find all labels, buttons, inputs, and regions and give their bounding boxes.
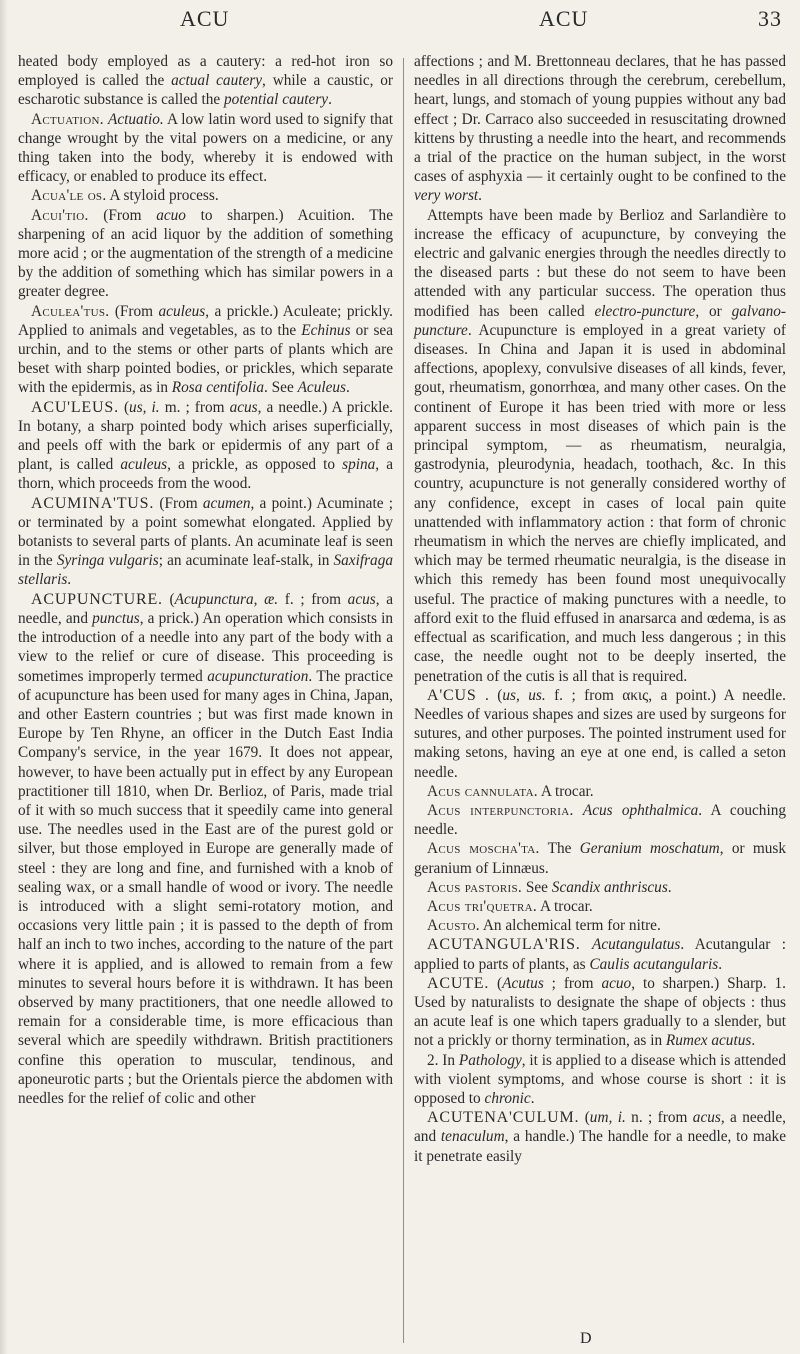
- text-run: n. ; from: [625, 1109, 693, 1127]
- text-run: , a needle.) A prickle. In botany, a sharp pointed body which arises superficially, and peels off with the bark or epidermis of any part of a plant, is called: [18, 398, 393, 474]
- text-run: to sharpen.) Acuition. The sharpening of an acid liquor by the addition of something more acid ; or the augmentation of the strength of a medicine by the addition of something which has similar powers in a greater degree.: [18, 206, 393, 301]
- italic-run: Aculeus: [297, 379, 346, 397]
- italic-run: Scandix anthriscus: [551, 878, 668, 896]
- text-run: (From: [109, 302, 159, 320]
- italic-run: Rosa centifolia: [171, 379, 264, 397]
- text-run: .: [328, 91, 332, 109]
- text-run: 2. In: [427, 1051, 459, 1069]
- entry-paragraph: [18, 52, 393, 110]
- text-run: .: [718, 955, 723, 973]
- italic-run: aculeus: [158, 302, 206, 320]
- headword: Aculea'tus.: [31, 302, 110, 320]
- entry-paragraph: [18, 110, 393, 187]
- italic-run: Acupunctura, æ.: [174, 590, 279, 608]
- italic-run: Caulis acutangularis: [589, 955, 719, 973]
- entry-paragraph: [18, 206, 393, 302]
- text-run: heated body employed as a cautery: a red-hot iron so employed is called the: [18, 53, 393, 90]
- text-run: .: [346, 379, 350, 397]
- italic-run: very worst: [414, 187, 479, 205]
- text-run: [574, 802, 583, 819]
- italic-run: Saxifraga stellaris: [18, 552, 393, 589]
- italic-run: acuo: [601, 974, 632, 992]
- italic-run: Acus ophthalmica: [582, 801, 699, 819]
- text-run: , a thorn, which proceeds from the wood.: [18, 456, 393, 493]
- text-run: ; from: [543, 974, 602, 992]
- italic-run: Acutangulatus: [592, 936, 681, 954]
- entry-paragraph: [18, 494, 393, 590]
- text-run: (: [579, 1109, 590, 1127]
- entry-paragraph: [414, 878, 786, 897]
- italic-run: tenaculum: [440, 1128, 505, 1146]
- italic-run: Geranium moschatum: [579, 840, 720, 858]
- headword: Acus tri'quetra.: [427, 897, 537, 915]
- headword: Acus pastoris.: [427, 878, 523, 896]
- italic-run: um, i.: [589, 1109, 626, 1127]
- text-run: , it is applied to a disease which is attended with violent symptoms, and whose course is short : it is opposed to: [414, 1051, 786, 1107]
- text-run: . Acupuncture is employed in a great variety of diseases. In China and Japan it is used in abdominal affections, apoplexy, convulsive diseases of all kinds, fever, gout, rheumatism, gonorrhœa, and many other cases. On the continent of Europe it has been tried with more or less apparent success in most diseases of which pain is the principal symptom, — as rheumatism, neuralgia, gastrodynia, pleurodynia, headach, toothach, &c. In this country, acupuncture is not generally considered worthy of any confidence, except in cases of local pain quite unattended with inflammatory action : that form of chronic rheumatism in which the nerves are chiefly implicated, and which may be termed rheumatic neuralgia, is the disease in which this remedy has been found most unequivocally useful. The practice of making punctures with a needle, to afford exit to the fluid effused in anarsarca and œdema, is as effectual as scarification, and much less dangerous ; in this case, the needle ought not to be deeply inserted, the penetration of the cutis is all that is required.: [414, 321, 786, 685]
- italic-run: Syringa vulgaris: [56, 552, 159, 570]
- text-run: .: [530, 1089, 535, 1107]
- italic-run: actual cautery: [171, 72, 263, 90]
- text-run: A styloid process.: [106, 187, 219, 205]
- text-run: , to sharpen.) Sharp. 1. Used by naturalists to designate the shape of objects : thus an acute leaf is one which tapers gradually to a slender, but not a prickly or thorny termination, as in: [414, 974, 787, 1050]
- entry-paragraph: [414, 839, 786, 877]
- entry-paragraph: [414, 1108, 786, 1166]
- text-run: (: [162, 590, 175, 608]
- italic-run: punctus: [92, 609, 140, 627]
- text-run: (: [489, 974, 503, 992]
- entry-paragraph: [414, 782, 786, 801]
- text-run: , a point.) Acuminate ; or terminated by a point somewhat elongated. Applied by botanists to several parts of plants. An acuminate leaf is seen in the: [18, 494, 393, 570]
- text-run: affections ; and M. Brettonneau declares, that he has passed needles in all directions through the cerebrum, cerebellum, heart, lungs, and stomach of young puppies without any bad effect ; Dr. Carraco also succeeded in resuscitating drowned kittens by thrusting a needle into the heart, and recommends a trial of the practice on the human subject, in the worst cases of asphyxia — it certainly ought to be confined to the: [414, 53, 786, 186]
- text-run: (: [118, 398, 130, 416]
- italic-run: Actuatio.: [108, 110, 164, 128]
- running-head: [0, 6, 800, 46]
- entry-paragraph: [414, 206, 786, 686]
- text-run: , a handle.) The handle for a needle, to make it penetrate easily: [414, 1128, 786, 1165]
- text-run: or sea urchin, and to the stems or other parts of plants which are beset with sharp pointed bodies, or prickles, which separate with the epidermis, as in: [18, 321, 393, 397]
- text-run: (From: [154, 494, 203, 512]
- text-run: m. ; from: [159, 398, 230, 416]
- entry-paragraph: [18, 590, 393, 1108]
- text-run: . Acutangular : applied to parts of plants, as: [414, 936, 786, 973]
- entry-paragraph: [414, 974, 786, 1051]
- italic-run: acus: [229, 398, 258, 416]
- text-run: f. ; from ακις, a point.) A needle. Needles of various shapes and sizes are used by surgeons for sutures, and other purposes. The pointed instrument used for making setons, having an eye at one end, is called a seton needle.: [414, 686, 786, 781]
- text-run: , or musk geranium of Linnæus.: [414, 840, 786, 877]
- italic-run: Rumex acutus: [665, 1032, 752, 1050]
- entry-paragraph: [18, 302, 393, 398]
- headword: Acua'le os.: [31, 187, 107, 205]
- headword: ACUTANGULA'RIS.: [427, 936, 581, 954]
- text-run: , while a caustic, or escharotic substance is called the: [18, 72, 394, 109]
- running-head-left: ACU: [180, 6, 230, 31]
- right-column: [414, 52, 786, 1166]
- page-edge-shadow: [0, 0, 8, 1354]
- italic-run: acus: [692, 1109, 721, 1127]
- column-divider: [403, 58, 404, 1343]
- text-run: , a needle, and: [18, 590, 393, 627]
- text-run: f. ; from: [278, 590, 348, 608]
- text-run: . See: [264, 379, 298, 397]
- italic-run: Echinus: [301, 321, 351, 339]
- italic-run: acuo: [156, 206, 186, 224]
- italic-run: Pathology: [458, 1051, 522, 1069]
- italic-run: acumen: [202, 494, 251, 512]
- headword: Actuation.: [31, 110, 104, 128]
- text-run: .: [751, 1032, 756, 1050]
- text-run: . (: [476, 686, 503, 704]
- entry-paragraph: [414, 916, 786, 935]
- entry-paragraph: [414, 1051, 786, 1109]
- italic-run: acus: [347, 590, 376, 608]
- text-run: (From: [88, 206, 157, 224]
- italic-run: galvano-puncture: [414, 302, 787, 339]
- left-column: [18, 52, 393, 1108]
- text-run: A trocar.: [536, 897, 593, 915]
- headword: Acus moscha'ta.: [427, 840, 540, 858]
- text-run: See: [522, 878, 552, 896]
- text-run: .: [667, 878, 672, 896]
- text-run: An alchemical term for nitre.: [479, 917, 661, 935]
- text-run: ; an acuminate leaf-stalk, in: [158, 552, 334, 570]
- headword: Acui'tio.: [31, 206, 89, 224]
- italic-run: spina: [342, 456, 376, 474]
- text-run: .: [67, 571, 72, 589]
- italic-run: potential cautery: [224, 91, 329, 109]
- italic-run: chronic: [484, 1089, 531, 1107]
- text-run: The: [539, 840, 580, 858]
- headword: A'CUS: [427, 686, 477, 704]
- entry-paragraph: [414, 801, 786, 839]
- text-run: Attempts have been made by Berlioz and Sarlandière to increase the efficacy of acupuncture, by conveying the electric and galvanic energies through the needles directly to the diseased parts : but these do not seem to have been attended with any particular success. The operation thus modified has been called: [414, 206, 786, 320]
- text-run: .: [478, 187, 482, 205]
- text-run: , a prickle, as opposed to: [167, 456, 343, 474]
- text-run: , a prickle.) Aculeate; prickly. Applied to animals and vegetables, as to the: [18, 302, 393, 339]
- italic-run: acupuncturation: [207, 667, 309, 685]
- text-run: , or: [695, 302, 732, 320]
- page-number: 33: [758, 6, 782, 31]
- text-run: , a prick.) An operation which consists in the introduction of a needle into any part of the body with a view to the relief or cure of disease. This proceeding is sometimes improperly termed: [18, 609, 393, 685]
- entry-paragraph: [414, 897, 786, 916]
- italic-run: Acutus: [502, 974, 544, 992]
- text-run: A trocar.: [537, 782, 594, 800]
- headword: ACUPUNCTURE.: [31, 590, 163, 608]
- entry-paragraph: [414, 935, 786, 973]
- italic-run: aculeus: [120, 456, 168, 474]
- headword: ACUTENA'CULUM.: [427, 1109, 580, 1127]
- italic-run: electro-puncture: [594, 302, 696, 320]
- text-run: A low latin word used to signify that change wrought by the vital powers on a medicine, or any thing taken into the body, whereby it is endowed with efficacy, or enabled to produce its effect.: [18, 110, 393, 186]
- text-run: . A couching needle.: [414, 801, 786, 839]
- entry-paragraph: [18, 186, 393, 205]
- text-run: [581, 936, 592, 953]
- entry-paragraph: [414, 52, 786, 206]
- text-run: . The practice of acupuncture has been used for many ages in China, Japan, and other Eastern countries ; but was first made known in Europe by Ten Rhyne, an officer in the Dutch East India Company's service, in the year 1679. It does not appear, however, to have been actually put in effect by any European practitioner till 1810, when Dr. Berlioz, of Paris, made trial of it with so much success that it speedily came into general use. The needles used in the East are of the purest gold or silver, but those employed in Europe are generally made of steel : they are long and fine, and furnished with a knob of sealing wax, or a small handle of wood or ivory. The needle is introduced with a slight semi-rotatory motion, and occasions very little pain ; it is passed to the depth of from half an inch to two inches, according to the nature of the part where it is applied, and is allowed to remain from a few minutes to several hours before it is withdrawn. It has been observed by many practitioners, that one needle allowed to remain for a considerable time, is more efficacious than several which are speedily withdrawn. British practitioners confine this operation to muscular, tendinous, and aponeurotic parts ; but the Orientals pierce the abdomen with needles for the relief of colic and other: [18, 667, 393, 1107]
- entry-paragraph: [414, 686, 786, 782]
- italic-run: us, i.: [129, 398, 160, 416]
- signature-mark: D: [580, 1330, 592, 1347]
- headword: Acus interpunctoria.: [427, 801, 574, 819]
- entry-paragraph: [18, 398, 393, 494]
- headword: Acus cannulata.: [427, 782, 538, 800]
- headword: ACUMINA'TUS.: [31, 494, 155, 512]
- text-run: , a needle, and: [414, 1109, 786, 1146]
- headword: ACU'LEUS.: [31, 398, 119, 416]
- italic-run: us, us.: [502, 686, 546, 704]
- headword: Acusto.: [427, 917, 480, 935]
- running-head-right: ACU: [539, 6, 589, 31]
- headword: ACUTE.: [427, 974, 490, 992]
